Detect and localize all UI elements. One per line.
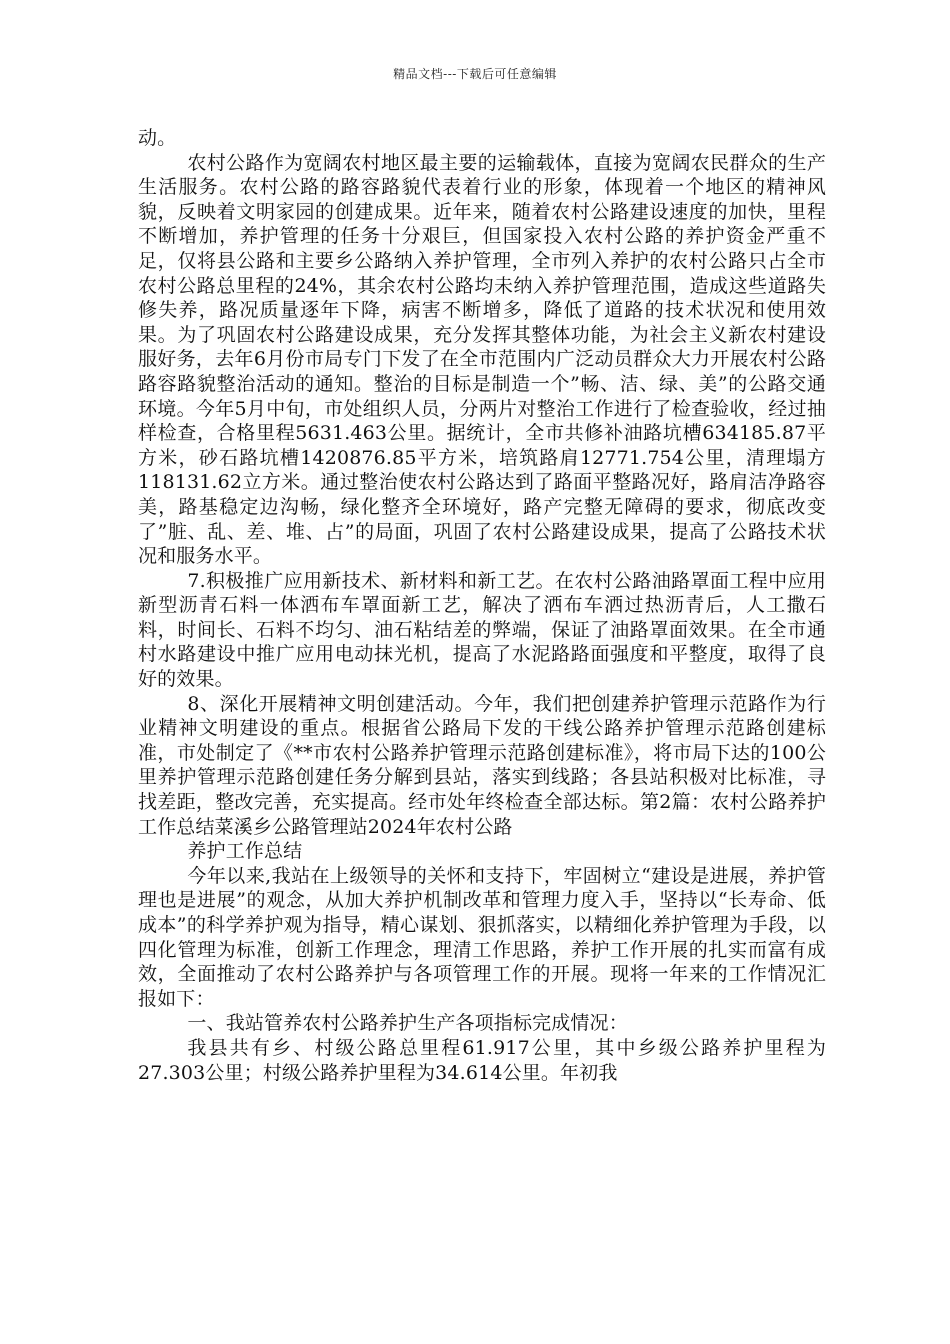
paragraph-heading-one: 一、我站管养农村公路养护生产各项指标完成情况： [187, 1012, 628, 1035]
page-header: 精品文档---下载后可任意编辑 [393, 67, 557, 81]
paragraph-section-title: 养护工作总结 [187, 840, 303, 863]
paragraph-mileage: 我县共有乡、村级公路总里程61.917公里，其中乡级公路养护里程为27.303公里；村级公路养护里程为34.614公里。年初我 [138, 1036, 826, 1084]
paragraph-continuation: 动。 [138, 127, 177, 149]
paragraph-new-technology: 7.积极推广应用新技术、新材料和新工艺。在农村公路油路罩面工程中应用新型沥青石料一体洒布车罩面新工艺，解决了洒布车洒过热沥青后，人工撒石料，时间长、石料不均匀、油石粘结差的弊端，保证了油路罩面效果。在全市通村水路建设中推广应用电动抹光机，提高了水泥路路面强度和平整度，取得了良好的效果。 [138, 569, 826, 691]
paragraph-road-appearance: 农村公路作为宽阔农村地区最主要的运输载体，直接为宽阔农民群众的生产生活服务。农村公路的路容路貌代表着行业的形象，体现着一个地区的精神风貌，反映着文明家园的创建成果。近年来，随着农村公路建设速度的加快，里程不断增加，养护管理的任务十分艰巨，但国家投入农村公路的养护资金严重不足，仅将县公路和主要乡公路纳入养护管理，全市列入养护的农村公路只占全市农村公路总里程的24%，其余农村公路均未纳入养护管理范围，造成这些道路失修失养，路况质量逐年下降，病害不断增多，降低了道路的技术状况和使用效果。为了巩固农村公路建设成果，充分发挥其整体功能，为社会主义新农村建设服好务，去年6月份市局专门下发了在全市范围内广泛动员群众大力开展农村公路路容路貌整治活动的通知。整治的目标是制造一个”畅、洁、绿、美”的公路交通环境。今年5月中旬，市处组织人员，分两片对整治工作进行了检查验收，经过抽样检查，合格里程5631.463公里。据统计，全市共修补油路坑槽634185.87平方米，砂石路坑槽1420876.85平方米，培筑路肩12771.754公里，清理塌方118131.62立方米。通过整治使农村公路达到了路面平整路况好，路肩洁净路容美，路基稳定边沟畅，绿化整齐全环境好，路产完整无障碍的要求，彻底改变了”脏、乱、差、堆、占”的局面，巩固了农村公路建设成果，提高了公路技术状况和服务水平。 [138, 151, 826, 568]
document-body [138, 126, 826, 1085]
paragraph-civilization-building: 8、深化开展精神文明创建活动。今年，我们把创建养护管理示范路作为行业精神文明建设的重点。根据省公路局下发的干线公路养护管理示范路创建标准，市处制定了《**市农村公路养护管理示范路创建标准》，将市局下达的100公里养护管理示范路创建任务分解到县站，落实到线路；各县站积极对比标准，寻找差距，整改完善，充实提高。经市处年终检查全部达标。第2篇：农村公路养护工作总结菜溪乡公路管理站2024年农村公路 [138, 692, 826, 838]
paragraph-intro: 今年以来,我站在上级领导的关怀和支持下，牢固树立“建设是进展，养护管理也是进展”的观念，从加大养护机制改革和管理力度入手，坚持以“长寿命、低成本”的科学养护观为指导，精心谋划、狠抓落实，以精细化养护管理为手段，以四化管理为标准，创新工作理念，理清工作思路，养护工作开展的扎实而富有成效，全面推动了农村公路养护与各项管理工作的开展。现将一年来的工作情况汇报如下： [138, 864, 826, 1010]
